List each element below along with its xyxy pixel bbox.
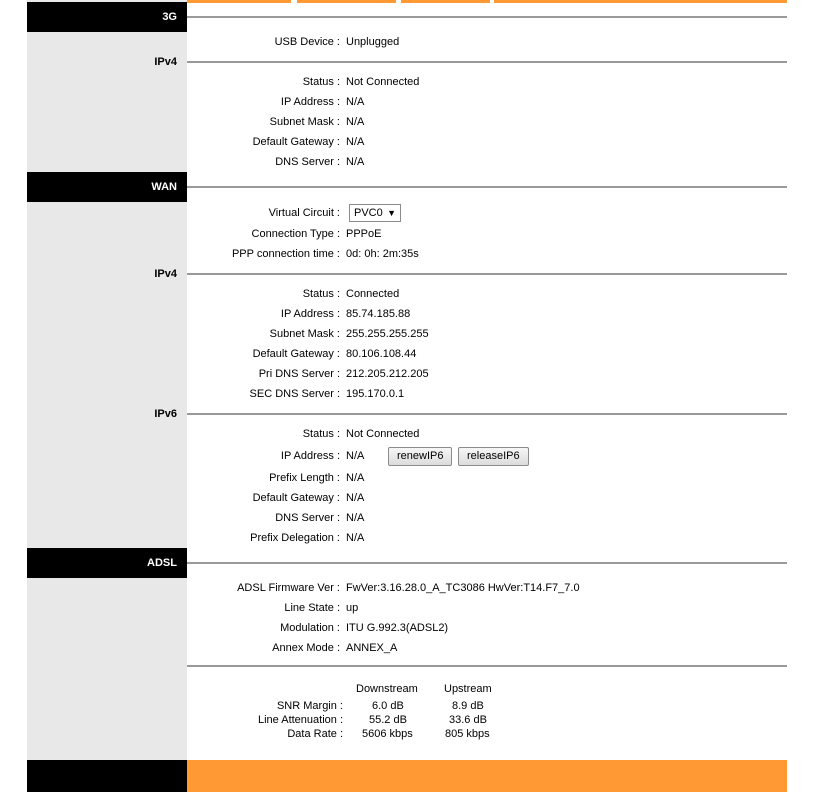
virtual-circuit-select[interactable] — [349, 204, 401, 222]
field-value: N/A — [346, 512, 365, 524]
field-value: N/A — [346, 472, 365, 484]
sidebar-panel — [27, 0, 187, 792]
row-ppp-connection-time — [187, 246, 787, 262]
divider — [187, 273, 787, 275]
row-wan-default-gateway — [187, 346, 787, 362]
row-3g-status — [187, 74, 787, 90]
field-value: Not Connected — [346, 428, 420, 440]
footer-bar — [187, 760, 787, 792]
field-label: Subnet Mask : — [269, 328, 340, 340]
footer-left — [27, 760, 187, 792]
field-label: Default Gateway : — [252, 136, 340, 148]
field-value: N/A — [346, 96, 365, 108]
row-virtual-circuit — [187, 205, 787, 221]
subsection-3g-ipv4: IPv4 — [154, 56, 177, 68]
row-wan-pri-dns — [187, 366, 787, 382]
field-label: Prefix Length : — [269, 472, 340, 484]
field-value: ITU G.992.3(ADSL2) — [346, 622, 449, 634]
usb-device-label: USB Device : — [274, 36, 340, 48]
row-ipv6-default-gateway — [187, 490, 787, 506]
column-header-downstream: Downstream — [356, 683, 418, 695]
top-tab-2 — [297, 0, 396, 3]
data-rate-down: 5606 kbps — [362, 728, 413, 740]
field-value: N/A — [346, 450, 365, 462]
row-ipv6-status — [187, 426, 787, 442]
row-ipv6-prefix-length — [187, 470, 787, 486]
field-label: Annex Mode : — [272, 642, 340, 654]
snr-margin-up: 8.9 dB — [452, 700, 484, 712]
subsection-wan-ipv4: IPv4 — [154, 268, 177, 280]
subsection-wan-ipv6: IPv6 — [154, 408, 177, 420]
field-value: up — [346, 602, 359, 614]
field-label: Status : — [302, 76, 340, 88]
field-label: Status : — [302, 428, 340, 440]
field-value: Connected — [346, 288, 400, 300]
top-tab-1 — [187, 0, 291, 3]
row-wan-sec-dns — [187, 386, 787, 402]
section-adsl-title: ADSL — [147, 557, 177, 569]
field-value: 195.170.0.1 — [346, 388, 405, 400]
field-value: 80.106.108.44 — [346, 348, 417, 360]
field-value: 0d: 0h: 2m:35s — [346, 248, 419, 260]
field-label: Status : — [302, 288, 340, 300]
field-label: IP Address : — [280, 450, 340, 462]
top-tab-4 — [494, 0, 787, 3]
snr-margin-label: SNR Margin : — [276, 700, 343, 712]
section-wan-header — [27, 172, 187, 202]
section-3g-title: 3G — [162, 11, 177, 23]
release-ip6-button[interactable]: releaseIP6 — [458, 447, 529, 466]
field-label: SEC DNS Server : — [249, 388, 340, 400]
line-attenuation-up: 33.6 dB — [449, 714, 487, 726]
field-value: N/A — [346, 532, 365, 544]
row-ipv6-dns-server — [187, 510, 787, 526]
field-value: ANNEX_A — [346, 642, 398, 654]
field-label: DNS Server : — [275, 156, 340, 168]
field-value: N/A — [346, 156, 365, 168]
row-3g-subnet-mask — [187, 114, 787, 130]
virtual-circuit-label: Virtual Circuit : — [268, 207, 340, 219]
line-attenuation-label: Line Attenuation : — [257, 714, 343, 726]
field-label: Pri DNS Server : — [258, 368, 340, 380]
row-adsl-line-state — [187, 600, 787, 616]
row-ipv6-prefix-delegation — [187, 530, 787, 546]
field-label: Prefix Delegation : — [250, 532, 340, 544]
divider — [187, 16, 787, 18]
field-value: PPPoE — [346, 228, 382, 240]
line-attenuation-down: 55.2 dB — [369, 714, 407, 726]
virtual-circuit-selected: PVC0 — [354, 207, 383, 219]
row-adsl-firmware — [187, 580, 787, 596]
row-wan-status — [187, 286, 787, 302]
usb-device-value: Unplugged — [346, 36, 400, 48]
chevron-down-icon: ▼ — [387, 208, 396, 218]
renew-ip6-button[interactable]: renewIP6 — [388, 447, 452, 466]
field-value: N/A — [346, 136, 365, 148]
row-3g-ip-address — [187, 94, 787, 110]
field-label: Connection Type : — [251, 228, 340, 240]
divider — [187, 413, 787, 415]
row-wan-subnet-mask — [187, 326, 787, 342]
field-label: Modulation : — [280, 622, 340, 634]
section-adsl-header — [27, 548, 187, 578]
field-label: PPP connection time : — [231, 248, 340, 260]
field-label: Line State : — [284, 602, 340, 614]
row-connection-type — [187, 226, 787, 242]
row-adsl-modulation — [187, 620, 787, 636]
field-value: Not Connected — [346, 76, 420, 88]
row-3g-default-gateway — [187, 134, 787, 150]
field-value: 255.255.255.255 — [346, 328, 429, 340]
data-rate-up: 805 kbps — [445, 728, 490, 740]
field-value: N/A — [346, 492, 365, 504]
field-value: 212.205.212.205 — [346, 368, 429, 380]
field-label: IP Address : — [280, 308, 340, 320]
field-label: Subnet Mask : — [269, 116, 340, 128]
field-value: FwVer:3.16.28.0_A_TC3086 HwVer:T14.F7_7.0 — [346, 582, 580, 594]
field-label: ADSL Firmware Ver : — [237, 582, 340, 594]
top-tab-3 — [401, 0, 490, 3]
row-usb-device — [187, 34, 787, 50]
divider — [187, 61, 787, 63]
column-header-upstream: Upstream — [444, 683, 492, 695]
data-rate-label: Data Rate : — [287, 728, 343, 740]
row-adsl-annex-mode — [187, 640, 787, 656]
section-wan-title: WAN — [151, 181, 177, 193]
row-3g-dns-server — [187, 154, 787, 170]
field-label: DNS Server : — [275, 512, 340, 524]
field-value: N/A — [346, 116, 365, 128]
row-wan-ip-address — [187, 306, 787, 322]
field-label: Default Gateway : — [252, 348, 340, 360]
divider — [187, 186, 787, 188]
field-label: Default Gateway : — [252, 492, 340, 504]
field-label: IP Address : — [280, 96, 340, 108]
field-value: 85.74.185.88 — [346, 308, 411, 320]
section-3g-header — [27, 2, 187, 32]
snr-margin-down: 6.0 dB — [372, 700, 404, 712]
divider — [187, 562, 787, 564]
divider — [187, 665, 787, 667]
